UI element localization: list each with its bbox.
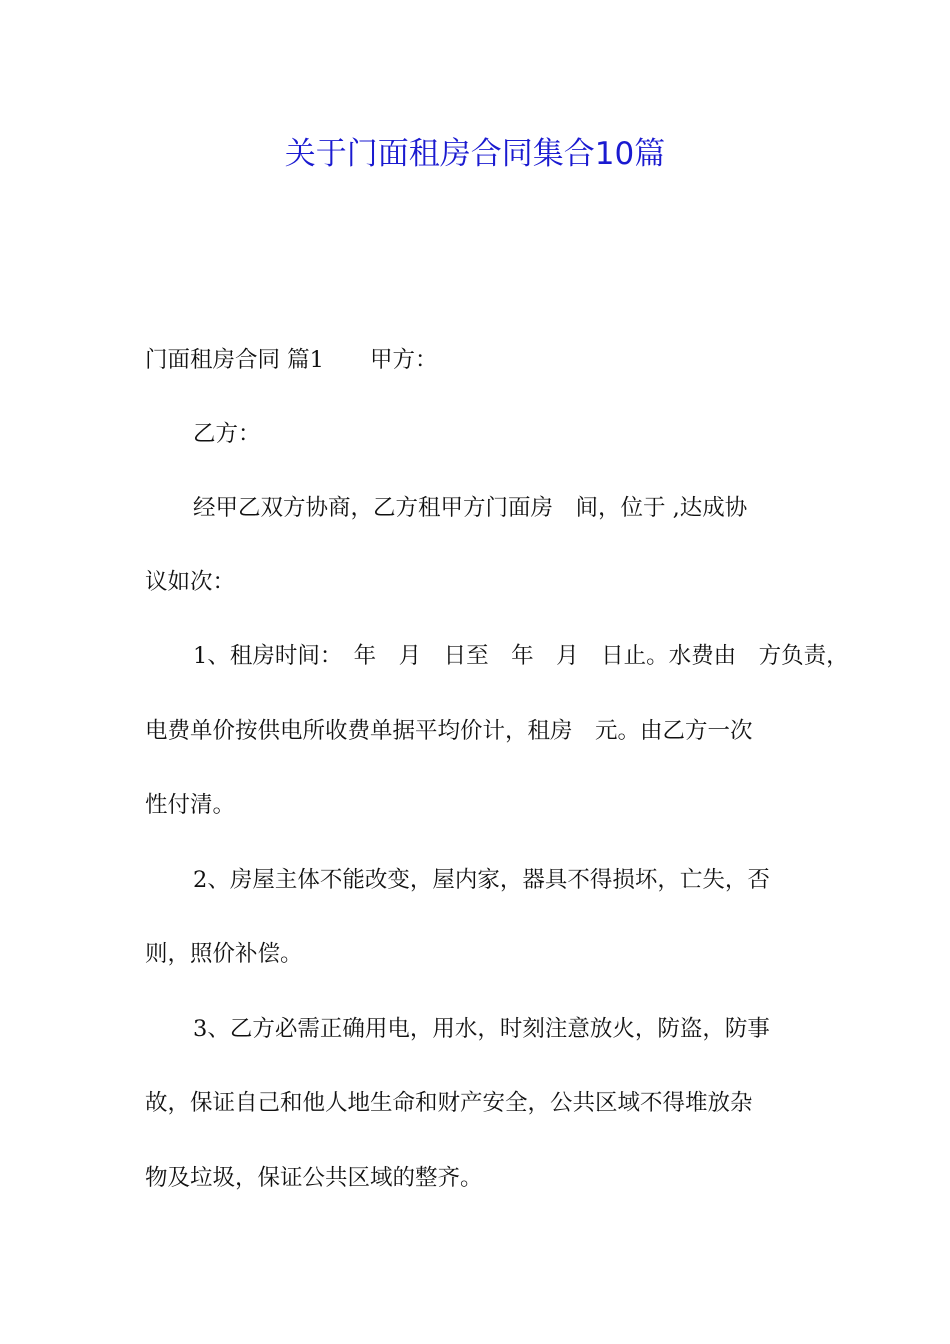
clause-2-line-2: 则，照价补偿。: [145, 941, 303, 967]
document-title: 关于门面租房合同集合10篇: [284, 136, 666, 172]
clause-3-line-1: 3、乙方必需正确用电，用水，时刻注意放火，防盗，防事: [193, 1016, 770, 1042]
party-b-label: 乙方：: [193, 421, 261, 447]
clause-1-line-3: 性付清。: [145, 792, 236, 818]
clause-1-line-2: 电费单价按供电所收费单据平均价计，租房 元。由乙方一次: [145, 718, 753, 744]
party-a-label: 甲方：: [369, 347, 438, 373]
clause-1-line-1: 1、租房时间： 年 月 日至 年 月 日止。水费由 方负责，: [193, 643, 849, 669]
section-header-line: [145, 340, 437, 380]
clause-3-line-2: 故，保证自己和他人地生命和财产安全，公共区域不得堆放杂: [145, 1090, 753, 1116]
clause-2-line-1: 2、房屋主体不能改变，屋内家，器具不得损坏，亡失，否: [193, 867, 770, 893]
paragraph-intro-line-1: 经甲乙双方协商，乙方租甲方门面房 间，位于 ,达成协: [193, 495, 748, 521]
section-heading: 门面租房合同 篇1: [145, 347, 324, 373]
paragraph-intro-line-2: 议如次：: [145, 569, 236, 595]
clause-3-line-3: 物及垃圾，保证公共区域的整齐。: [145, 1165, 483, 1191]
